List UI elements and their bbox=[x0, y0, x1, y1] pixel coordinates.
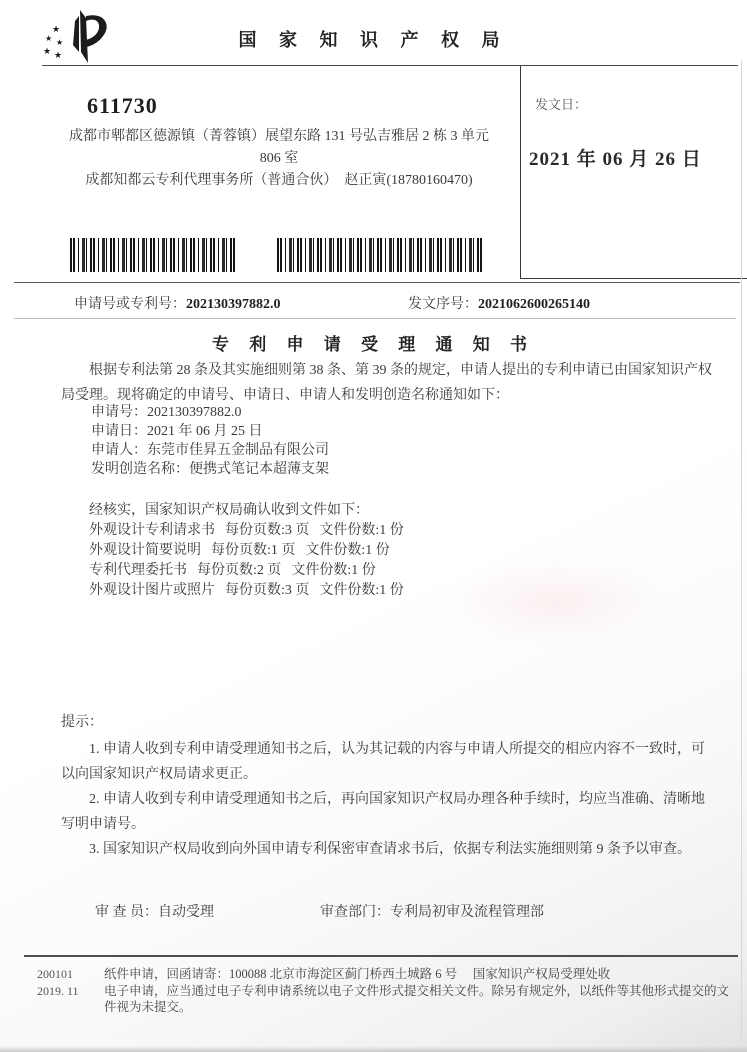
serial-number-label: 发文序号： bbox=[408, 297, 478, 312]
department-value: 专利局初审及流程管理部 bbox=[390, 905, 544, 920]
field-application-number bbox=[91, 403, 329, 422]
document-item bbox=[89, 581, 404, 601]
recipient-address bbox=[48, 126, 510, 192]
dispatch-date-box bbox=[520, 66, 747, 279]
application-fields bbox=[91, 403, 329, 479]
field-value: 东莞市佳昇五金制品有限公司 bbox=[147, 443, 329, 458]
footer-form-codes bbox=[37, 966, 79, 999]
department-field bbox=[320, 901, 544, 921]
hints-label: 提示： bbox=[61, 715, 103, 730]
application-number-label: 申请号或专利号： bbox=[74, 297, 186, 312]
examiner-label: 审 查 员： bbox=[95, 905, 158, 920]
application-number-value: 202130397882.0 bbox=[186, 297, 281, 312]
form-code: 200101 bbox=[37, 967, 73, 981]
notice-intro: 根据专利法第 28 条及其实施细则第 38 条、第 39 条的规定，申请人提出的专利申请已由国家知识产权局受理。现将确定的申请号、申请日、申请人和发明创造名称通知如下： bbox=[61, 363, 712, 403]
field-value: 便携式笔记本超薄支架 bbox=[189, 462, 329, 477]
address-line-2: 806 室 bbox=[259, 151, 299, 166]
hints-section bbox=[61, 712, 713, 862]
star-icon: ★ bbox=[45, 34, 53, 43]
document-name: 专利代理委托书 bbox=[89, 563, 187, 578]
hint-item-3: 3. 国家知识产权局收到向外国申请专利保密审查请求书后，依据专利法实施细则第 9 条予以审查。 bbox=[89, 842, 691, 857]
scan-edge-artifact bbox=[741, 60, 742, 1040]
address-line-1: 成都市郫都区德源镇（菁蓉镇）展望东路 131 号弘吉雅居 2 栋 3 单元 bbox=[69, 129, 489, 144]
hint-item-1: 1. 申请人收到专利申请受理通知书之后，认为其记载的内容与申请人所提交的相应内容不一致时，可以向国家知识产权局请求更正。 bbox=[61, 742, 705, 782]
footer-divider bbox=[24, 955, 738, 957]
star-icon: ★ bbox=[52, 24, 61, 34]
barcode-application-number bbox=[70, 238, 238, 272]
document-pages: 每份页数:1 页 bbox=[211, 543, 296, 558]
hint-item-2: 2. 申请人收到专利申请受理通知书之后，再向国家知识产权局办理各种手续时，均应当准确、清晰地写明申请号。 bbox=[61, 792, 705, 832]
document-pages: 每份页数:3 页 bbox=[225, 523, 310, 538]
dispatch-date-value: 2021 年 06 月 26 日 bbox=[529, 149, 702, 170]
scan-bottom-edge bbox=[0, 1046, 747, 1052]
field-label: 申请日： bbox=[91, 424, 147, 439]
received-documents-list bbox=[89, 501, 404, 601]
barcode-serial-number bbox=[277, 238, 485, 272]
document-pages: 每份页数:3 页 bbox=[225, 583, 310, 598]
star-icon: ★ bbox=[43, 46, 52, 56]
document-name: 外观设计简要说明 bbox=[89, 543, 201, 558]
document-item bbox=[89, 521, 404, 541]
star-icon: ★ bbox=[56, 38, 64, 47]
divider-below-reference bbox=[14, 318, 736, 319]
field-value: 2021 年 06 月 25 日 bbox=[147, 424, 263, 439]
document-pages: 每份页数:2 页 bbox=[197, 563, 282, 578]
divider-above-reference bbox=[14, 282, 740, 283]
field-applicant bbox=[91, 441, 329, 460]
form-revision: 2019. 11 bbox=[37, 983, 79, 998]
field-label: 申请人： bbox=[91, 443, 147, 458]
star-icon: ★ bbox=[54, 50, 63, 60]
field-value: 202130397882.0 bbox=[147, 405, 242, 420]
document-item bbox=[89, 541, 404, 561]
document-copies: 文件份数:1 份 bbox=[319, 583, 404, 598]
footer-efiling-line: 电子申请，应当通过电子专利申请系统以电子文件形式提交相关文件。除另有规定外，以纸件等其他形式提交的文件视为未提交。 bbox=[104, 983, 730, 1014]
document-copies: 文件份数:1 份 bbox=[305, 543, 390, 558]
document-name: 外观设计专利请求书 bbox=[89, 523, 215, 538]
field-application-date bbox=[91, 422, 329, 441]
notice-title: 专 利 申 请 受 理 通 知 书 bbox=[212, 335, 535, 354]
application-number-field bbox=[74, 293, 281, 313]
field-invention-title bbox=[91, 460, 329, 479]
confirm-line: 经核实，国家知识产权局确认收到文件如下： bbox=[89, 503, 369, 518]
agency-title: 国 家 知 识 产 权 局 bbox=[238, 30, 509, 50]
field-label: 发明创造名称： bbox=[91, 462, 189, 477]
recipient-postcode: 611730 bbox=[87, 93, 158, 118]
footer-instructions bbox=[104, 966, 738, 1016]
field-label: 申请号： bbox=[91, 405, 147, 420]
document-name: 外观设计图片或照片 bbox=[89, 583, 215, 598]
examiner-value: 自动受理 bbox=[158, 905, 214, 920]
serial-number-value: 2021062600265140 bbox=[478, 297, 590, 312]
department-label: 审查部门： bbox=[320, 905, 390, 920]
document-item bbox=[89, 561, 404, 581]
faded-stamp-artifact bbox=[440, 556, 670, 646]
examiner-field bbox=[95, 901, 214, 921]
document-copies: 文件份数:1 份 bbox=[291, 563, 376, 578]
footer-paper-filing-line: 纸件申请，回函请寄：100088 北京市海淀区蓟门桥西土城路 6 号 国家知识产权局受理处收 bbox=[104, 967, 611, 981]
document-copies: 文件份数:1 份 bbox=[319, 523, 404, 538]
agent-line: 成都知都云专利代理事务所（普通合伙） 赵正寅(18780160470) bbox=[85, 173, 473, 188]
dispatch-date-label: 发文日： bbox=[535, 97, 588, 112]
serial-number-field bbox=[408, 293, 590, 313]
